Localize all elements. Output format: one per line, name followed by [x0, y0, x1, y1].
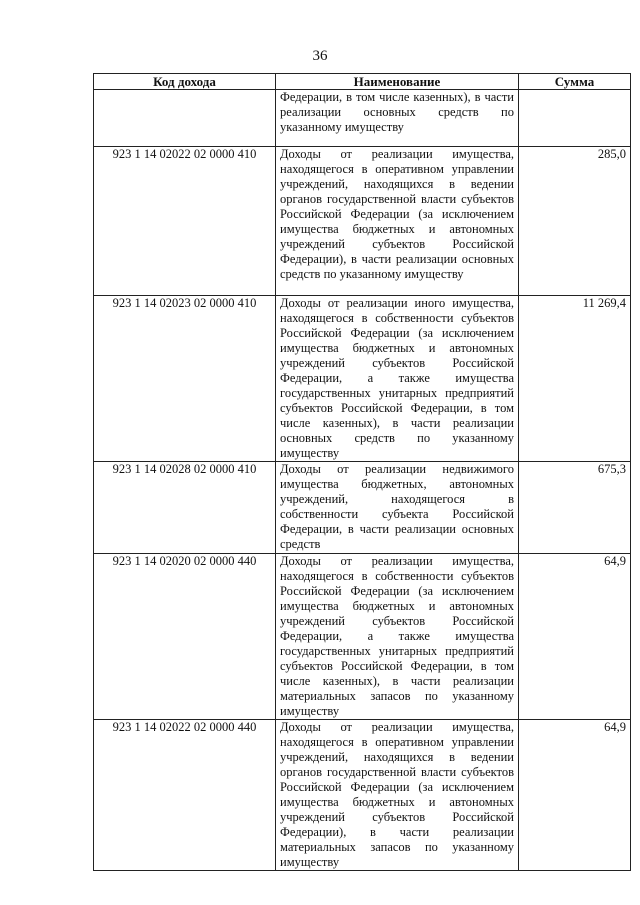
- cell-code: 923 1 14 02022 02 0000 440: [94, 720, 276, 871]
- page-number: 36: [312, 48, 328, 64]
- cell-code: [94, 90, 276, 147]
- table-body: [94, 90, 631, 871]
- header-sum: Сумма: [519, 74, 631, 90]
- cell-code: 923 1 14 02023 02 0000 410: [94, 296, 276, 462]
- header-name: Наименование: [276, 74, 519, 90]
- cell-name: Доходы от реализации имущества, находящегося в собственности субъектов Российской Федерации (за исключением имущества бюджетных и автономных учреждений субъектов Российской Федерации, а также имущества государственных унитарных предприятий субъектов Российской Федерации, в том числе казенных), в части реализации материальных запасов по указанному имуществу: [276, 554, 519, 720]
- table-row: [94, 296, 631, 462]
- cell-sum: 64,9: [519, 554, 631, 720]
- table-header: [94, 74, 631, 90]
- cell-name: Доходы от реализации недвижимого имущества бюджетных, автономных учреждений, находящегося в собственности субъекта Российской Федерации, в части реализации основных средств: [276, 462, 519, 554]
- table-row: [94, 147, 631, 296]
- cell-sum: 285,0: [519, 147, 631, 296]
- cell-code: 923 1 14 02022 02 0000 410: [94, 147, 276, 296]
- cell-name: Доходы от реализации имущества, находящегося в оперативном управлении учреждений, находящихся в ведении органов государственной власти субъектов Российской Федерации (за исключением имущества бюджетных и автономных учреждений субъектов Российской Федерации), в части реализации материальных запасов по указанному имуществу: [276, 720, 519, 871]
- cell-code: 923 1 14 02028 02 0000 410: [94, 462, 276, 554]
- header-code: Код дохода: [94, 74, 276, 90]
- cell-sum: 11 269,4: [519, 296, 631, 462]
- table-row: [94, 554, 631, 720]
- cell-sum: [519, 90, 631, 147]
- revenue-table: [93, 73, 631, 871]
- table-row: [94, 720, 631, 871]
- cell-name: Доходы от реализации иного имущества, находящегося в собственности субъектов Российской Федерации (за исключением имущества бюджетных и автономных учреждений субъектов Российской Федерации, а также имущества государственных унитарных предприятий субъектов Российской Федерации, в том числе казенных), в части реализации основных средств по указанному имуществу: [276, 296, 519, 462]
- cell-sum: 64,9: [519, 720, 631, 871]
- table-row: [94, 90, 631, 147]
- header-row: [94, 74, 631, 90]
- table-row: [94, 462, 631, 554]
- cell-name: Федерации, в том числе казенных), в части реализации основных средств по указанному имуществу: [276, 90, 519, 147]
- cell-sum: 675,3: [519, 462, 631, 554]
- cell-name: Доходы от реализации имущества, находящегося в оперативном управлении учреждений, находящихся в ведении органов государственной власти субъектов Российской Федерации (за исключением имущества бюджетных и автономных учреждений субъектов Российской Федерации), в части реализации основных средств по указанному имуществу: [276, 147, 519, 296]
- cell-code: 923 1 14 02020 02 0000 440: [94, 554, 276, 720]
